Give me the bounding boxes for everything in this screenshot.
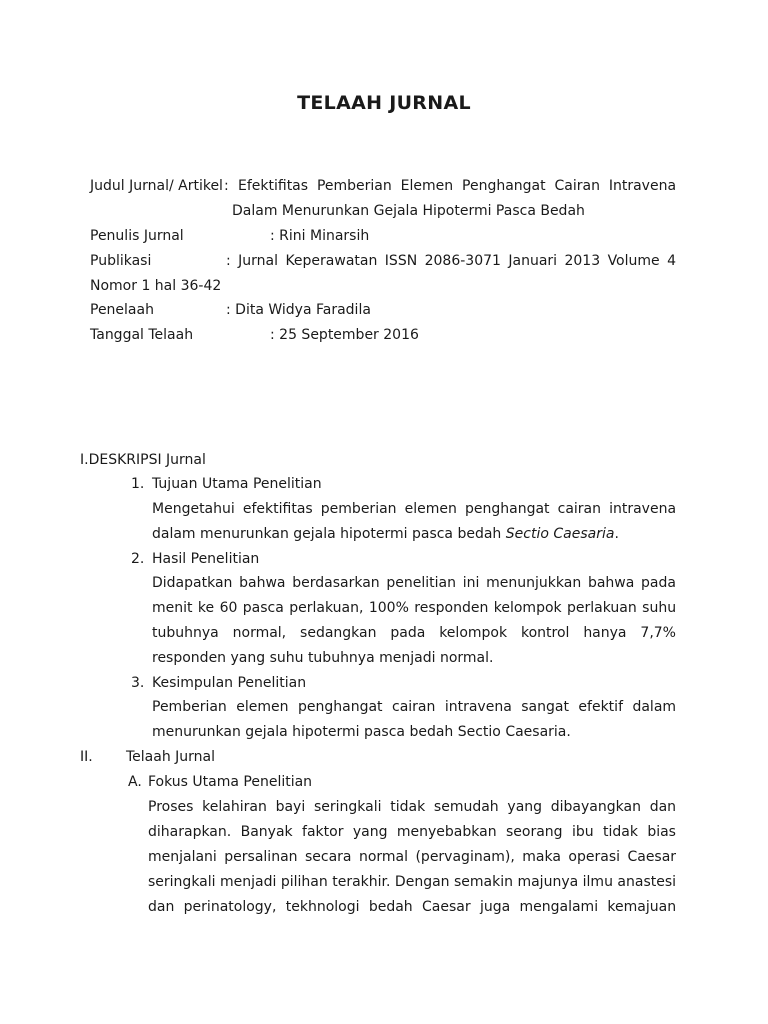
focus-line5: dan perinatology, tekhnologi bedah Caesar juga mengalami kemajuan (148, 899, 677, 915)
section2-number: II. (80, 749, 93, 765)
tanggal-label: Tanggal Telaah (90, 327, 194, 343)
item3-last-line: menurunkan gejala hipotermi pasca bedah Sectio Caesaria. (152, 724, 571, 740)
publikasi-value-line1: : Jurnal Keperawatan ISSN 2086-3071 Januari 2013 Volume 4 (226, 253, 676, 269)
judul-value-line2: Dalam Menurunkan Gejala Hipotermi Pasca Bedah (232, 203, 585, 219)
item1-title: Tujuan Utama Penelitian (152, 476, 322, 492)
penulis-label: Penulis Jurnal (90, 228, 184, 244)
item2-last-line: responden yang suhu tubuhnya menjadi normal. (152, 650, 494, 666)
focus-line1: Proses kelahiran bayi seringkali tidak semudah yang dibayangkan dan (148, 799, 677, 815)
item1-italic-term: Sectio Caesaria (505, 526, 615, 542)
tanggal-value: : 25 September 2016 (270, 327, 419, 343)
document-title: TELAAH JURNAL (297, 92, 471, 114)
subsection-a-number: A. (128, 774, 142, 790)
penelaah-value: : Dita Widya Faradila (226, 302, 371, 318)
judul-label: Judul Jurnal/ Artikel (90, 178, 223, 194)
focus-line3: menjalani persalinan secara normal (pervaginam), maka operasi Caesar (148, 849, 677, 865)
item1-line1: Mengetahui efektifitas pemberian elemen penghangat cairan intravena (152, 501, 677, 517)
focus-line4: seringkali menjadi pilihan terakhir. Dengan semakin majunya ilmu anastesi (148, 874, 677, 890)
item1-last-line: dalam menurunkan gejala hipotermi pasca bedah Sectio Caesaria. (152, 526, 619, 542)
section1-heading: I.DESKRIPSI Jurnal (80, 452, 206, 468)
section2-heading: Telaah Jurnal (126, 749, 216, 765)
penulis-value: : Rini Minarsih (270, 228, 370, 244)
item2-title: Hasil Penelitian (152, 551, 260, 567)
item2-line2: menit ke 60 pasca perlakuan, 100% responden kelompok perlakuan suhu (152, 600, 677, 616)
judul-colon: : (224, 178, 229, 194)
focus-line2: diharapkan. Banyak faktor yang menyebabkan seorang ibu tidak bias (148, 824, 676, 840)
item2-line1: Didapatkan bahwa berdasarkan penelitian ini menunjukkan bahwa pada (152, 575, 676, 591)
item3-line1: Pemberian elemen penghangat cairan intravena sangat efektif dalam (152, 699, 677, 715)
publikasi-value-line2: Nomor 1 hal 36-42 (90, 278, 222, 294)
publikasi-label: Publikasi (90, 253, 152, 269)
item1-number: 1. (131, 476, 145, 492)
item3-title: Kesimpulan Penelitian (152, 675, 307, 691)
item2-number: 2. (131, 551, 145, 567)
penelaah-label: Penelaah (90, 302, 154, 318)
subsection-a-title: Fokus Utama Penelitian (148, 774, 313, 790)
judul-value-line1: Efektifitas Pemberian Elemen Penghangat Cairan Intravena (238, 178, 677, 194)
item3-number: 3. (131, 675, 145, 691)
item2-line3: tubuhnya normal, sedangkan pada kelompok kontrol hanya 7,7% (152, 625, 676, 641)
